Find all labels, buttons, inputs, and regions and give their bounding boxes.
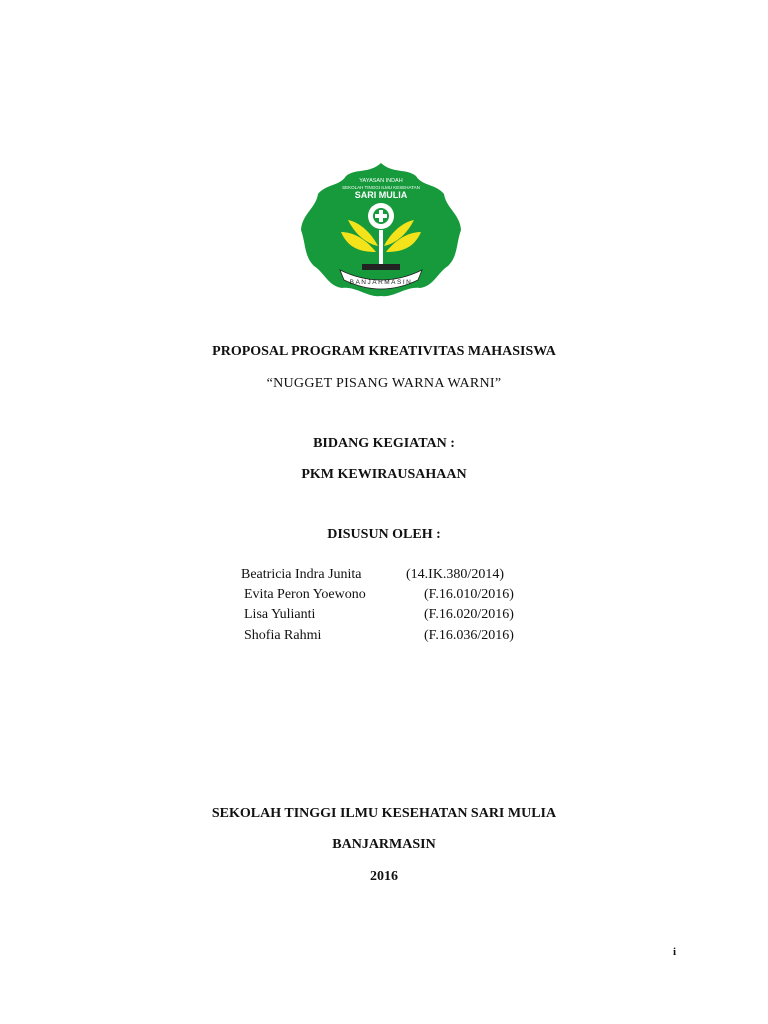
field-label: BIDANG KEGIATAN : xyxy=(313,436,455,451)
field-value: PKM KEWIRAUSAHAAN xyxy=(301,467,467,482)
page-number: i xyxy=(673,946,677,958)
svg-text:SARI MULIA: SARI MULIA xyxy=(354,190,408,200)
author-id: (F.16.010/2016) xyxy=(424,587,514,602)
svg-text:SEKOLAH TINGGI ILMU KESEHATAN: SEKOLAH TINGGI ILMU KESEHATAN xyxy=(342,185,420,190)
author-id: (F.16.036/2016) xyxy=(424,628,514,643)
author-name: Evita Peron Yoewono xyxy=(244,587,366,602)
svg-text:YAYASAN INDAH: YAYASAN INDAH xyxy=(359,178,403,184)
author-name: Beatricia Indra Junita xyxy=(241,567,362,582)
authors-label: DISUSUN OLEH : xyxy=(327,527,441,542)
author-name: Lisa Yulianti xyxy=(244,607,316,622)
city: BANJARMASIN xyxy=(332,837,436,852)
author-name: Shofia Rahmi xyxy=(244,628,322,643)
proposal-title: PROPOSAL PROGRAM KREATIVITAS MAHASISWA xyxy=(212,344,556,359)
author-id: (14.IK.380/2014) xyxy=(406,567,504,582)
proposal-subtitle: “NUGGET PISANG WARNA WARNI” xyxy=(266,376,502,391)
institution-name: SEKOLAH TINGGI ILMU KESEHATAN SARI MULIA xyxy=(211,806,557,821)
institution-logo xyxy=(298,160,464,300)
year: 2016 xyxy=(370,869,398,884)
svg-text:BANJARMASIN: BANJARMASIN xyxy=(349,279,413,286)
author-id: (F.16.020/2016) xyxy=(424,607,514,622)
